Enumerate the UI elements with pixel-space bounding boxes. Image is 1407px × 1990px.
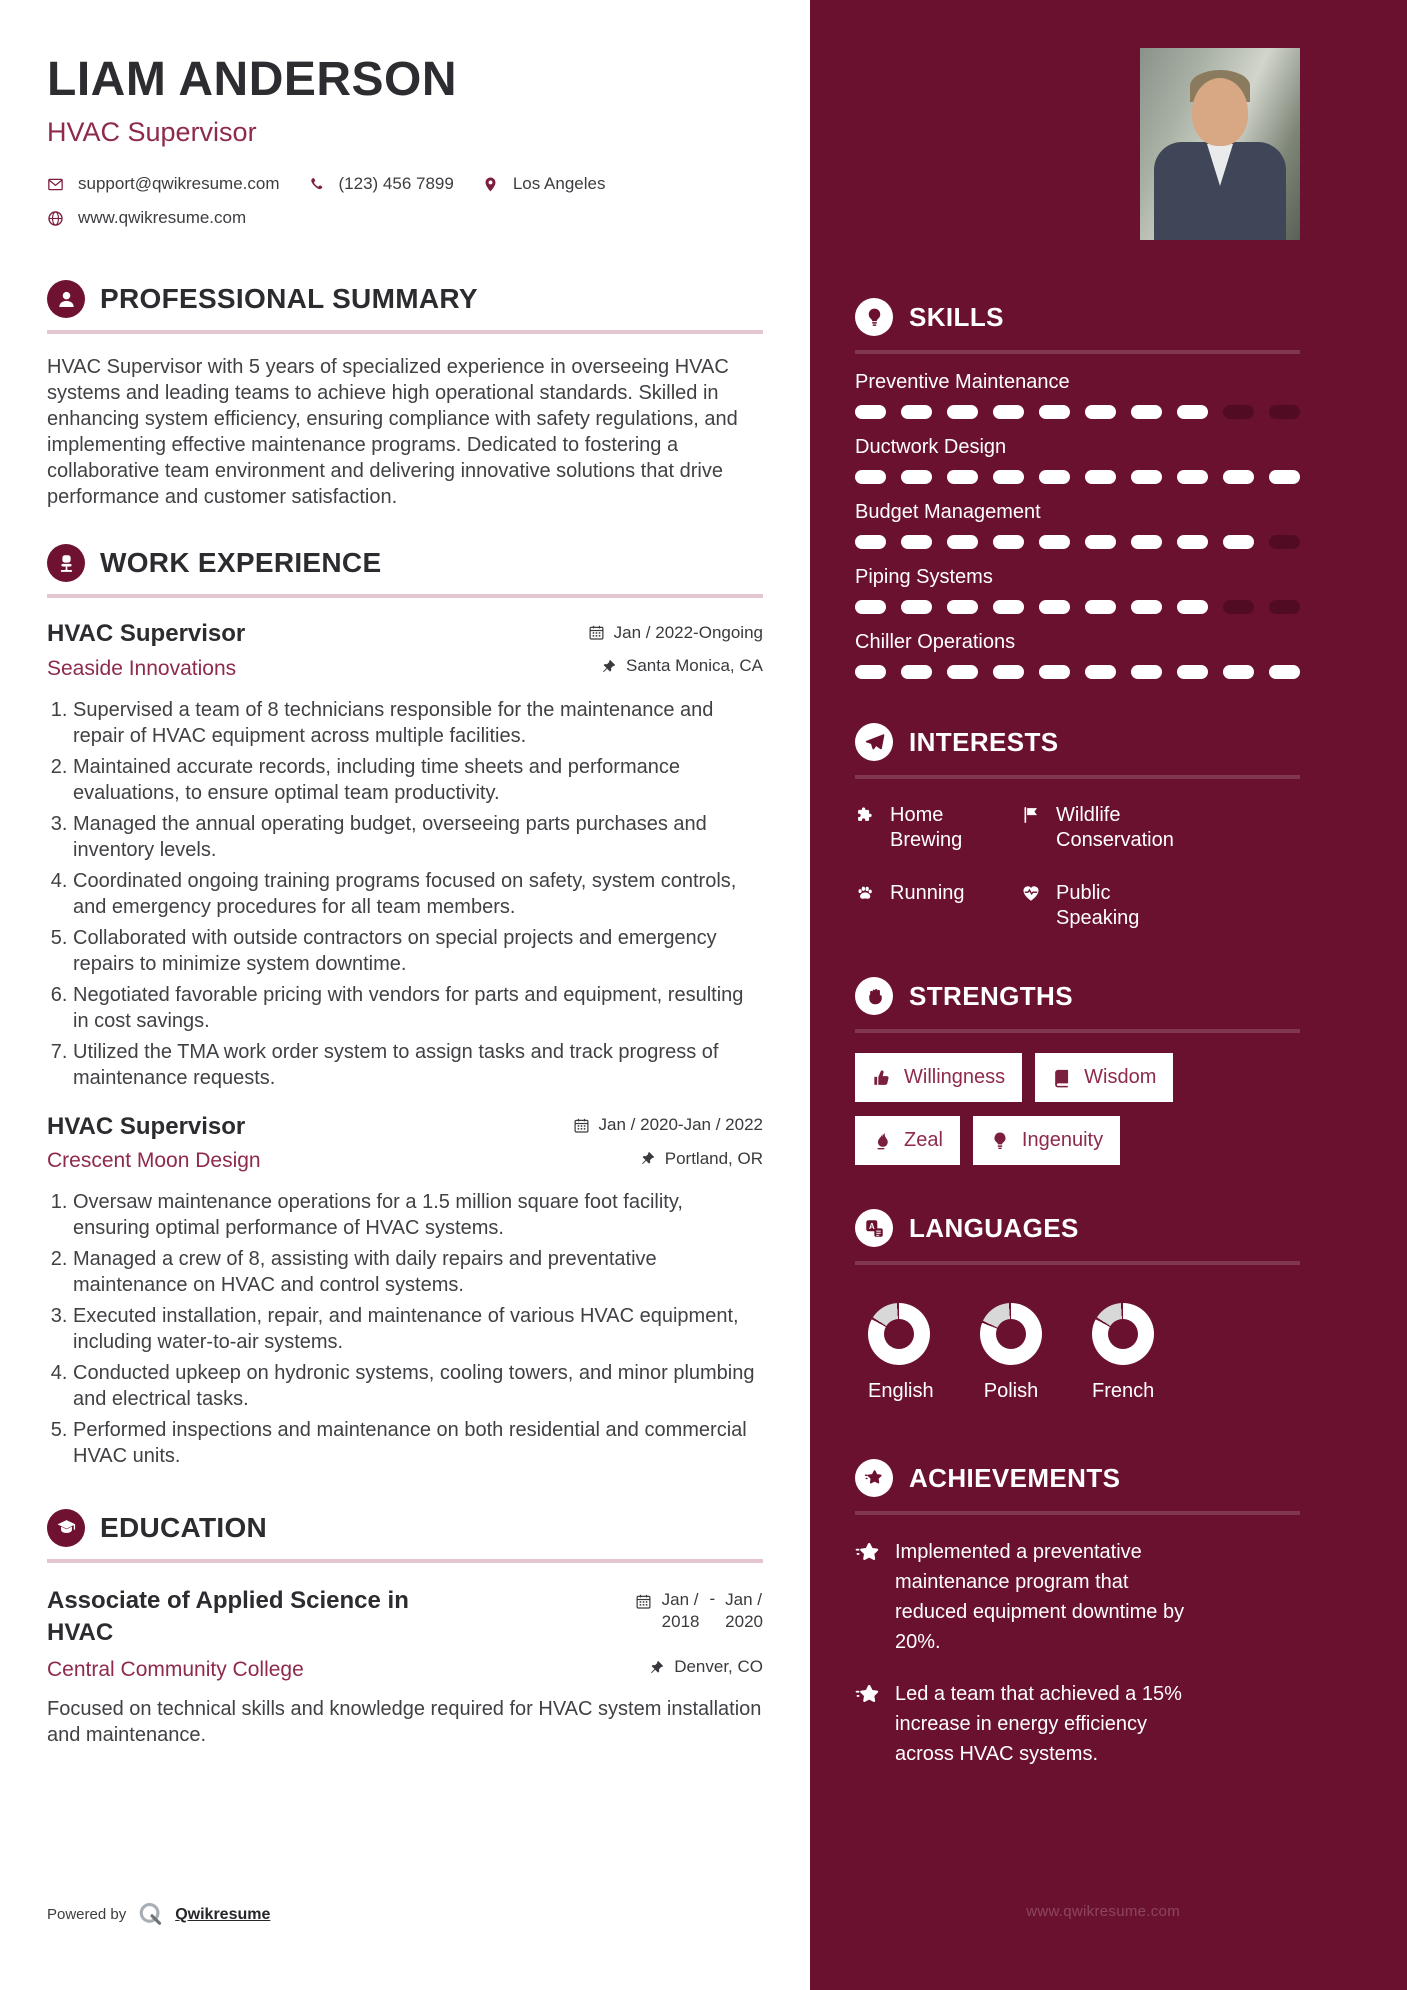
lightbulb-icon (855, 298, 893, 336)
bullet-item: 1. Oversaw maintenance operations for a 1.5 million square foot facility, ensuring optimal performance of HVAC systems. (73, 1189, 763, 1241)
heading-rule (47, 330, 763, 334)
skill-segment (1131, 470, 1162, 484)
section-skills (855, 298, 1300, 679)
bullet-item: 5. Performed inspections and maintenance on both residential and commercial HVAC units. (73, 1417, 763, 1469)
map-pin-icon (482, 176, 499, 193)
contact-block (47, 174, 763, 228)
bulb-small-icon (990, 1131, 1010, 1151)
heading-rule (855, 775, 1300, 779)
skill-segment (1039, 405, 1070, 419)
job-entry-title: HVAC Supervisor (47, 1112, 246, 1140)
summary-paragraph: HVAC Supervisor with 5 years of specialized experience in overseeing HVAC systems and leading teams to achieve high operational standards. Skilled in enhancing system efficiency, ensuring compliance with safety regulations, and implementing effective maintenance programs. Dedicated to fostering a collaborative team environment and delivering innovative solutions that drive performance and customer satisfaction. (47, 356, 738, 508)
section-professional-summary (47, 280, 763, 510)
contact-item (308, 174, 454, 194)
skill-segment (901, 535, 932, 549)
skill-segment (855, 600, 886, 614)
bullet-item: 2. Maintained accurate records, including time sheets and performance evaluations, to ensure optimal team productivity. (73, 754, 763, 806)
flame-icon (872, 1131, 892, 1151)
translate-icon (855, 1209, 893, 1247)
heading-rule (855, 1261, 1300, 1265)
skill-item (855, 631, 1300, 679)
language-item (980, 1303, 1042, 1403)
skill-segment (855, 470, 886, 484)
skill-segment (1177, 665, 1208, 679)
skill-segment (1269, 470, 1300, 484)
book-icon (1052, 1068, 1072, 1088)
bullet-item: 4. Coordinated ongoing training programs focused on safety, system controls, and emergency procedures for all team members. (73, 868, 763, 920)
bullet-item: 3. Executed installation, repair, and maintenance of various HVAC equipment, including water-to-air systems. (73, 1303, 763, 1355)
footer (47, 1901, 270, 1928)
flag-icon (1021, 805, 1041, 825)
section-heading: LANGUAGES (909, 1212, 1079, 1243)
language-item (868, 1303, 934, 1403)
skill-segment (1131, 405, 1162, 419)
strength-row (855, 1116, 1300, 1165)
skills-list (855, 371, 1300, 679)
skill-segment (993, 470, 1024, 484)
contact-text: Los Angeles (512, 174, 606, 193)
language-label: English (868, 1380, 934, 1402)
interest-item (1021, 803, 1300, 853)
interest-label: Running (890, 882, 965, 904)
donut-hole (884, 1319, 914, 1349)
sidebar-column (810, 0, 1407, 1990)
paper-plane-icon (855, 723, 893, 761)
skill-segment (947, 665, 978, 679)
section-heading: WORK EXPERIENCE (100, 547, 382, 578)
language-donut (868, 1303, 930, 1365)
date-from: Jan / 2018 (661, 1590, 700, 1631)
calendar-icon (588, 624, 605, 641)
language-label: Polish (983, 1380, 1039, 1402)
achievement-item (855, 1537, 1300, 1657)
skill-segment (993, 665, 1024, 679)
strength-chip (1035, 1053, 1173, 1102)
section-languages (855, 1209, 1300, 1403)
job-list (47, 620, 763, 1469)
contact-text: (123) 456 7899 (338, 174, 454, 193)
section-heading: EDUCATION (100, 1512, 268, 1543)
skill-segment (993, 600, 1024, 614)
interest-item (855, 881, 1021, 931)
achievement-text: Implemented a preventative maintenance program that reduced equipment downtime by 20%. (895, 1541, 1185, 1653)
school-name: Central Community College (47, 1657, 304, 1681)
heading-rule (47, 1559, 763, 1563)
strength-chip (973, 1116, 1120, 1165)
qwikresume-logo-icon (137, 1901, 164, 1928)
skill-segment (901, 470, 932, 484)
skill-segment (1131, 600, 1162, 614)
skill-segment (1223, 535, 1254, 549)
language-donut (980, 1303, 1042, 1365)
skill-segment (1269, 600, 1300, 614)
section-heading: ACHIEVEMENTS (909, 1462, 1121, 1493)
donut-hole (996, 1319, 1026, 1349)
skill-item (855, 501, 1300, 549)
section-heading: PROFESSIONAL SUMMARY (100, 283, 478, 314)
skill-segment (901, 600, 932, 614)
company-name: Crescent Moon Design (47, 1149, 261, 1172)
achievements-list (855, 1537, 1300, 1769)
pushpin-icon (648, 1659, 665, 1676)
heading-rule (855, 1511, 1300, 1515)
skill-segment (1269, 535, 1300, 549)
languages-list (868, 1303, 1300, 1403)
skill-bar (855, 405, 1300, 419)
bullet-item: 3. Managed the annual operating budget, overseeing parts purchases and inventory levels. (73, 811, 763, 863)
skill-segment (947, 405, 978, 419)
interest-item (1021, 881, 1300, 931)
skill-segment (1223, 665, 1254, 679)
skill-name: Piping Systems (855, 566, 993, 588)
job-title: HVAC Supervisor (47, 117, 257, 147)
section-strengths (855, 977, 1300, 1165)
section-heading: INTERESTS (909, 726, 1059, 757)
skill-segment (1177, 600, 1208, 614)
skill-item (855, 371, 1300, 419)
globe-icon (47, 210, 64, 227)
skill-segment (855, 405, 886, 419)
education-description: Focused on technical skills and knowledge required for HVAC system installation and maintenance. (47, 1697, 762, 1746)
interest-item (855, 803, 1021, 853)
skill-segment (947, 600, 978, 614)
section-education (47, 1509, 763, 1748)
contact-text: support@qwikresume.com (78, 174, 280, 193)
strength-label: Zeal (904, 1129, 943, 1151)
skill-segment (1085, 665, 1116, 679)
job-entry (47, 620, 763, 1091)
qwikresume-link[interactable]: Qwikresume (175, 1905, 271, 1923)
strength-chip (855, 1053, 1022, 1102)
degree-title: Associate of Applied Science in HVAC (47, 1587, 409, 1646)
email-icon (47, 176, 64, 193)
paw-icon (855, 883, 875, 903)
achievement-star-icon (855, 1682, 882, 1709)
skill-segment (901, 405, 932, 419)
skill-segment (993, 405, 1024, 419)
skill-segment (947, 535, 978, 549)
section-heading: SKILLS (909, 301, 1004, 332)
achievement-item (855, 1679, 1300, 1769)
profile-photo (1140, 48, 1300, 240)
pushpin-icon (639, 1150, 656, 1167)
heading-rule (855, 1029, 1300, 1033)
heart-pulse-icon (1021, 883, 1041, 903)
calendar-icon (635, 1593, 652, 1610)
skill-segment (1177, 470, 1208, 484)
job-dates: Jan / 2022-Ongoing (588, 623, 763, 643)
contact-item (47, 174, 280, 194)
job-location: Santa Monica, CA (600, 656, 763, 676)
phone-icon (308, 176, 325, 193)
donut-hole (1108, 1319, 1138, 1349)
heading-rule (855, 350, 1300, 354)
skill-segment (1039, 470, 1070, 484)
skill-item (855, 566, 1300, 614)
education-dates (635, 1585, 763, 1649)
contact-row (47, 174, 763, 194)
skill-segment (1223, 405, 1254, 419)
job-entry (47, 1113, 763, 1470)
person-name: LIAM ANDERSON (47, 53, 458, 106)
interests-list (855, 803, 1300, 931)
section-heading: STRENGTHS (909, 980, 1073, 1011)
interest-label: Public Speaking (1056, 882, 1140, 929)
skill-name: Budget Management (855, 501, 1041, 523)
skill-segment (1039, 535, 1070, 549)
graduation-icon (47, 1509, 85, 1547)
skill-segment (1085, 535, 1116, 549)
company-name: Seaside Innovations (47, 656, 237, 680)
section-interests (855, 723, 1300, 931)
bullet-item: 2. Managed a crew of 8, assisting with daily repairs and preventative maintenance on HVAC and control systems. (73, 1246, 763, 1298)
heading-rule (47, 594, 763, 598)
skill-segment (1039, 665, 1070, 679)
powered-by-label: Powered by (47, 1906, 127, 1923)
skill-segment (1085, 405, 1116, 419)
skill-name: Chiller Operations (855, 631, 1016, 653)
skill-segment (1269, 405, 1300, 419)
strength-chip (855, 1116, 960, 1165)
skill-name: Ductwork Design (855, 436, 1007, 458)
section-achievements (855, 1459, 1300, 1769)
skill-segment (1269, 665, 1300, 679)
puzzle-icon (855, 805, 875, 825)
skill-segment (947, 470, 978, 484)
skill-bar (855, 470, 1300, 484)
achievement-text: Led a team that achieved a 15% increase in energy efficiency across HVAC systems. (895, 1683, 1182, 1765)
skill-segment (855, 665, 886, 679)
language-label: French (1092, 1380, 1155, 1402)
website-item (47, 208, 246, 228)
interest-label: Wildlife Conservation (1056, 804, 1174, 851)
date-separator: - (709, 1589, 716, 1608)
office-chair-icon (47, 544, 85, 582)
skill-segment (1085, 600, 1116, 614)
skill-segment (1131, 665, 1162, 679)
website-text: www.qwikresume.com (78, 208, 247, 227)
skill-segment (1177, 405, 1208, 419)
website-row (47, 208, 763, 228)
watermark: www.qwikresume.com (1026, 1903, 1180, 1920)
language-donut (1092, 1303, 1154, 1365)
skill-segment (1223, 470, 1254, 484)
job-location: Portland, OR (639, 1149, 763, 1169)
skill-segment (1131, 535, 1162, 549)
bullet-item: 6. Negotiated favorable pricing with vendors for parts and equipment, resulting in cost savings. (73, 982, 763, 1034)
interest-label: Home Brewing (890, 804, 963, 851)
skill-segment (1039, 600, 1070, 614)
skill-item (855, 436, 1300, 484)
fist-icon (855, 977, 893, 1015)
skill-segment (1085, 470, 1116, 484)
skill-name: Preventive Maintenance (855, 371, 1070, 393)
skill-segment (1177, 535, 1208, 549)
job-entry-title: HVAC Supervisor (47, 620, 246, 647)
strength-label: Ingenuity (1021, 1129, 1104, 1151)
person-icon (47, 280, 85, 318)
svg-text:A: A (868, 1221, 875, 1231)
strength-label: Wisdom (1084, 1066, 1157, 1088)
section-work-experience (47, 544, 763, 1469)
job-bullets (47, 1189, 763, 1469)
skill-segment (901, 665, 932, 679)
date-to: Jan / 2020 (725, 1590, 763, 1631)
skill-bar (855, 665, 1300, 679)
strength-row (855, 1053, 1300, 1102)
skill-segment (855, 535, 886, 549)
strengths-list (855, 1053, 1300, 1165)
pushpin-icon (600, 658, 617, 675)
star-badge-icon (855, 1459, 893, 1497)
bullet-item: 4. Conducted upkeep on hydronic systems, cooling towers, and minor plumbing and electrical tasks. (73, 1360, 763, 1412)
bullet-item: 1. Supervised a team of 8 technicians responsible for the maintenance and repair of HVAC equipment across multiple facilities. (73, 697, 763, 749)
contact-item (482, 174, 606, 194)
calendar-icon (573, 1117, 590, 1134)
thumbs-up-icon (872, 1068, 892, 1088)
skill-bar (855, 600, 1300, 614)
bullet-item: 7. Utilized the TMA work order system to assign tasks and track progress of maintenance requests. (73, 1039, 763, 1091)
bullet-item: 5. Collaborated with outside contractors on special projects and emergency repairs to minimize system downtime. (73, 925, 763, 977)
skill-segment (1223, 600, 1254, 614)
job-bullets (47, 697, 763, 1091)
achievement-star-icon (855, 1540, 882, 1567)
education-location: Denver, CO (674, 1657, 763, 1676)
job-dates: Jan / 2020-Jan / 2022 (573, 1115, 763, 1135)
skill-segment (993, 535, 1024, 549)
skill-bar (855, 535, 1300, 549)
language-item (1092, 1303, 1154, 1403)
strength-label: Willingness (904, 1066, 1006, 1088)
